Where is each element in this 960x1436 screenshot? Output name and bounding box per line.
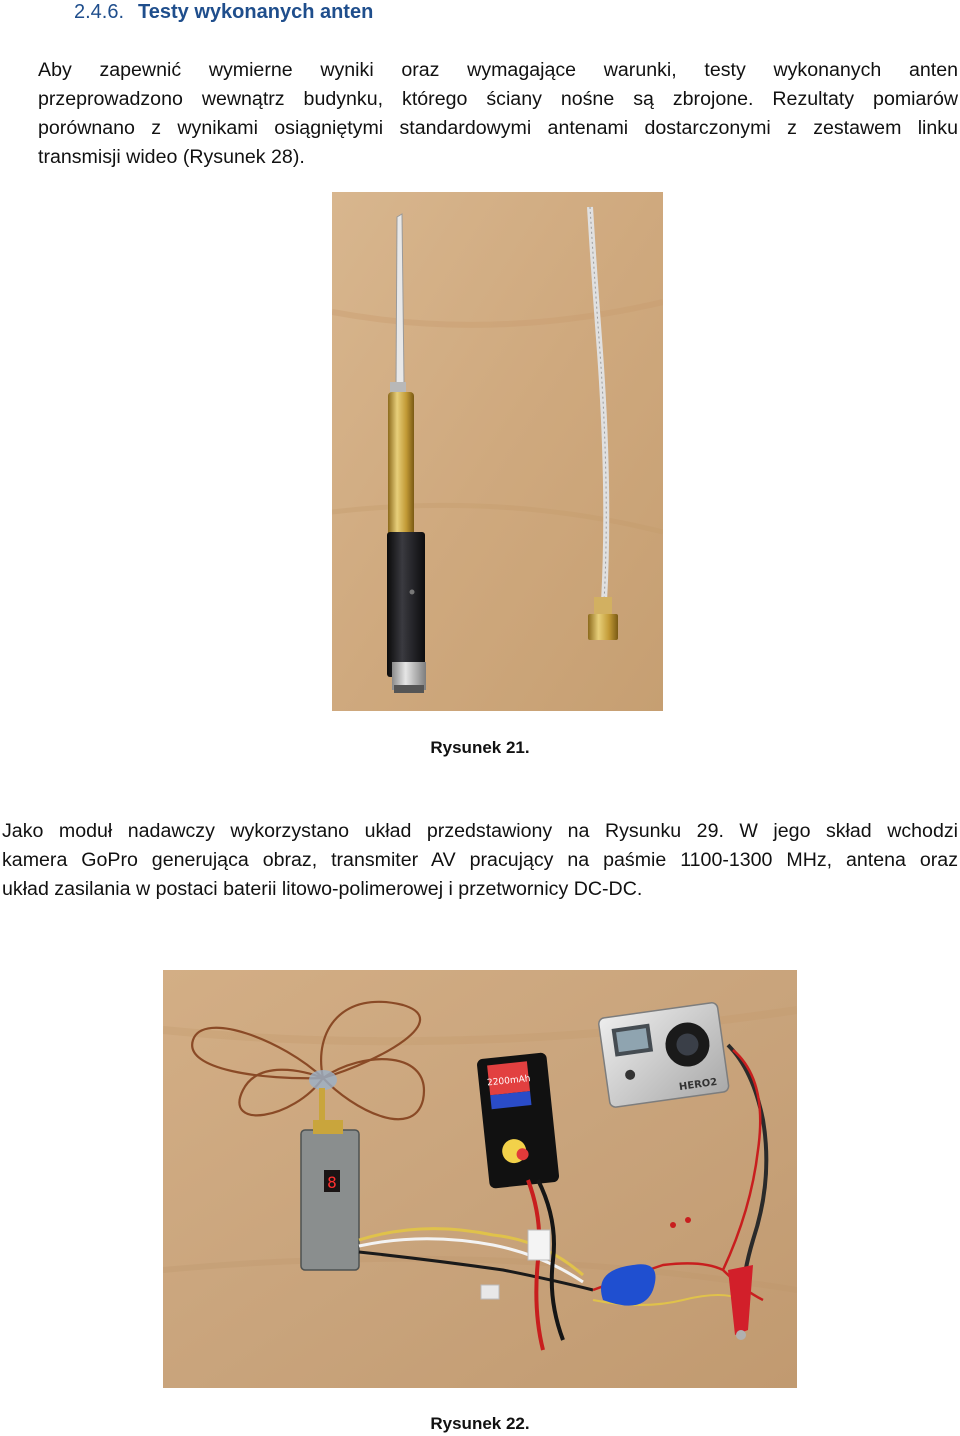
paragraph-line: przeprowadzono wewnątrz budynku, którego ściany nośne są zbrojone. Rezultaty pomiarów bbox=[38, 88, 958, 110]
camera-label: HERO2 bbox=[678, 1076, 718, 1094]
paragraph-line: Aby zapewnić wymierne wyniki oraz wymagające warunki, testy wykonanych anten bbox=[38, 59, 958, 81]
paragraph-antenna-tests bbox=[38, 56, 958, 172]
section-title: Testy wykonanych anten bbox=[138, 1, 374, 23]
figure-caption: Rysunek 21. bbox=[430, 738, 530, 757]
photo-antennas bbox=[332, 192, 663, 711]
paragraph-transmitter-module bbox=[2, 817, 958, 904]
section-number: 2.4.6. bbox=[74, 1, 125, 23]
paragraph-line: układ zasilania w postaci baterii litowo-polimerowej i przetwornicy DC-DC. bbox=[2, 878, 643, 900]
battery-label: 2200mAh bbox=[486, 1074, 532, 1089]
section-heading bbox=[74, 0, 373, 24]
transmitter-display: 8 bbox=[327, 1173, 337, 1192]
paragraph-line: transmisji wideo (Rysunek 28). bbox=[38, 146, 305, 168]
paragraph-line: porównano z wynikami osiągniętymi standardowymi antenami dostarczonymi z zestawem linku bbox=[38, 117, 958, 139]
photo-transmitter-setup bbox=[163, 970, 797, 1388]
paragraph-line: Jako moduł nadawczy wykorzystano układ przedstawiony na Rysunku 29. W jego skład wchodzi bbox=[2, 820, 958, 842]
paragraph-line: kamera GoPro generująca obraz, transmiter AV pracujący na paśmie 1100-1300 MHz, antena oraz bbox=[2, 849, 958, 871]
figure-caption: Rysunek 22. bbox=[430, 1414, 530, 1433]
